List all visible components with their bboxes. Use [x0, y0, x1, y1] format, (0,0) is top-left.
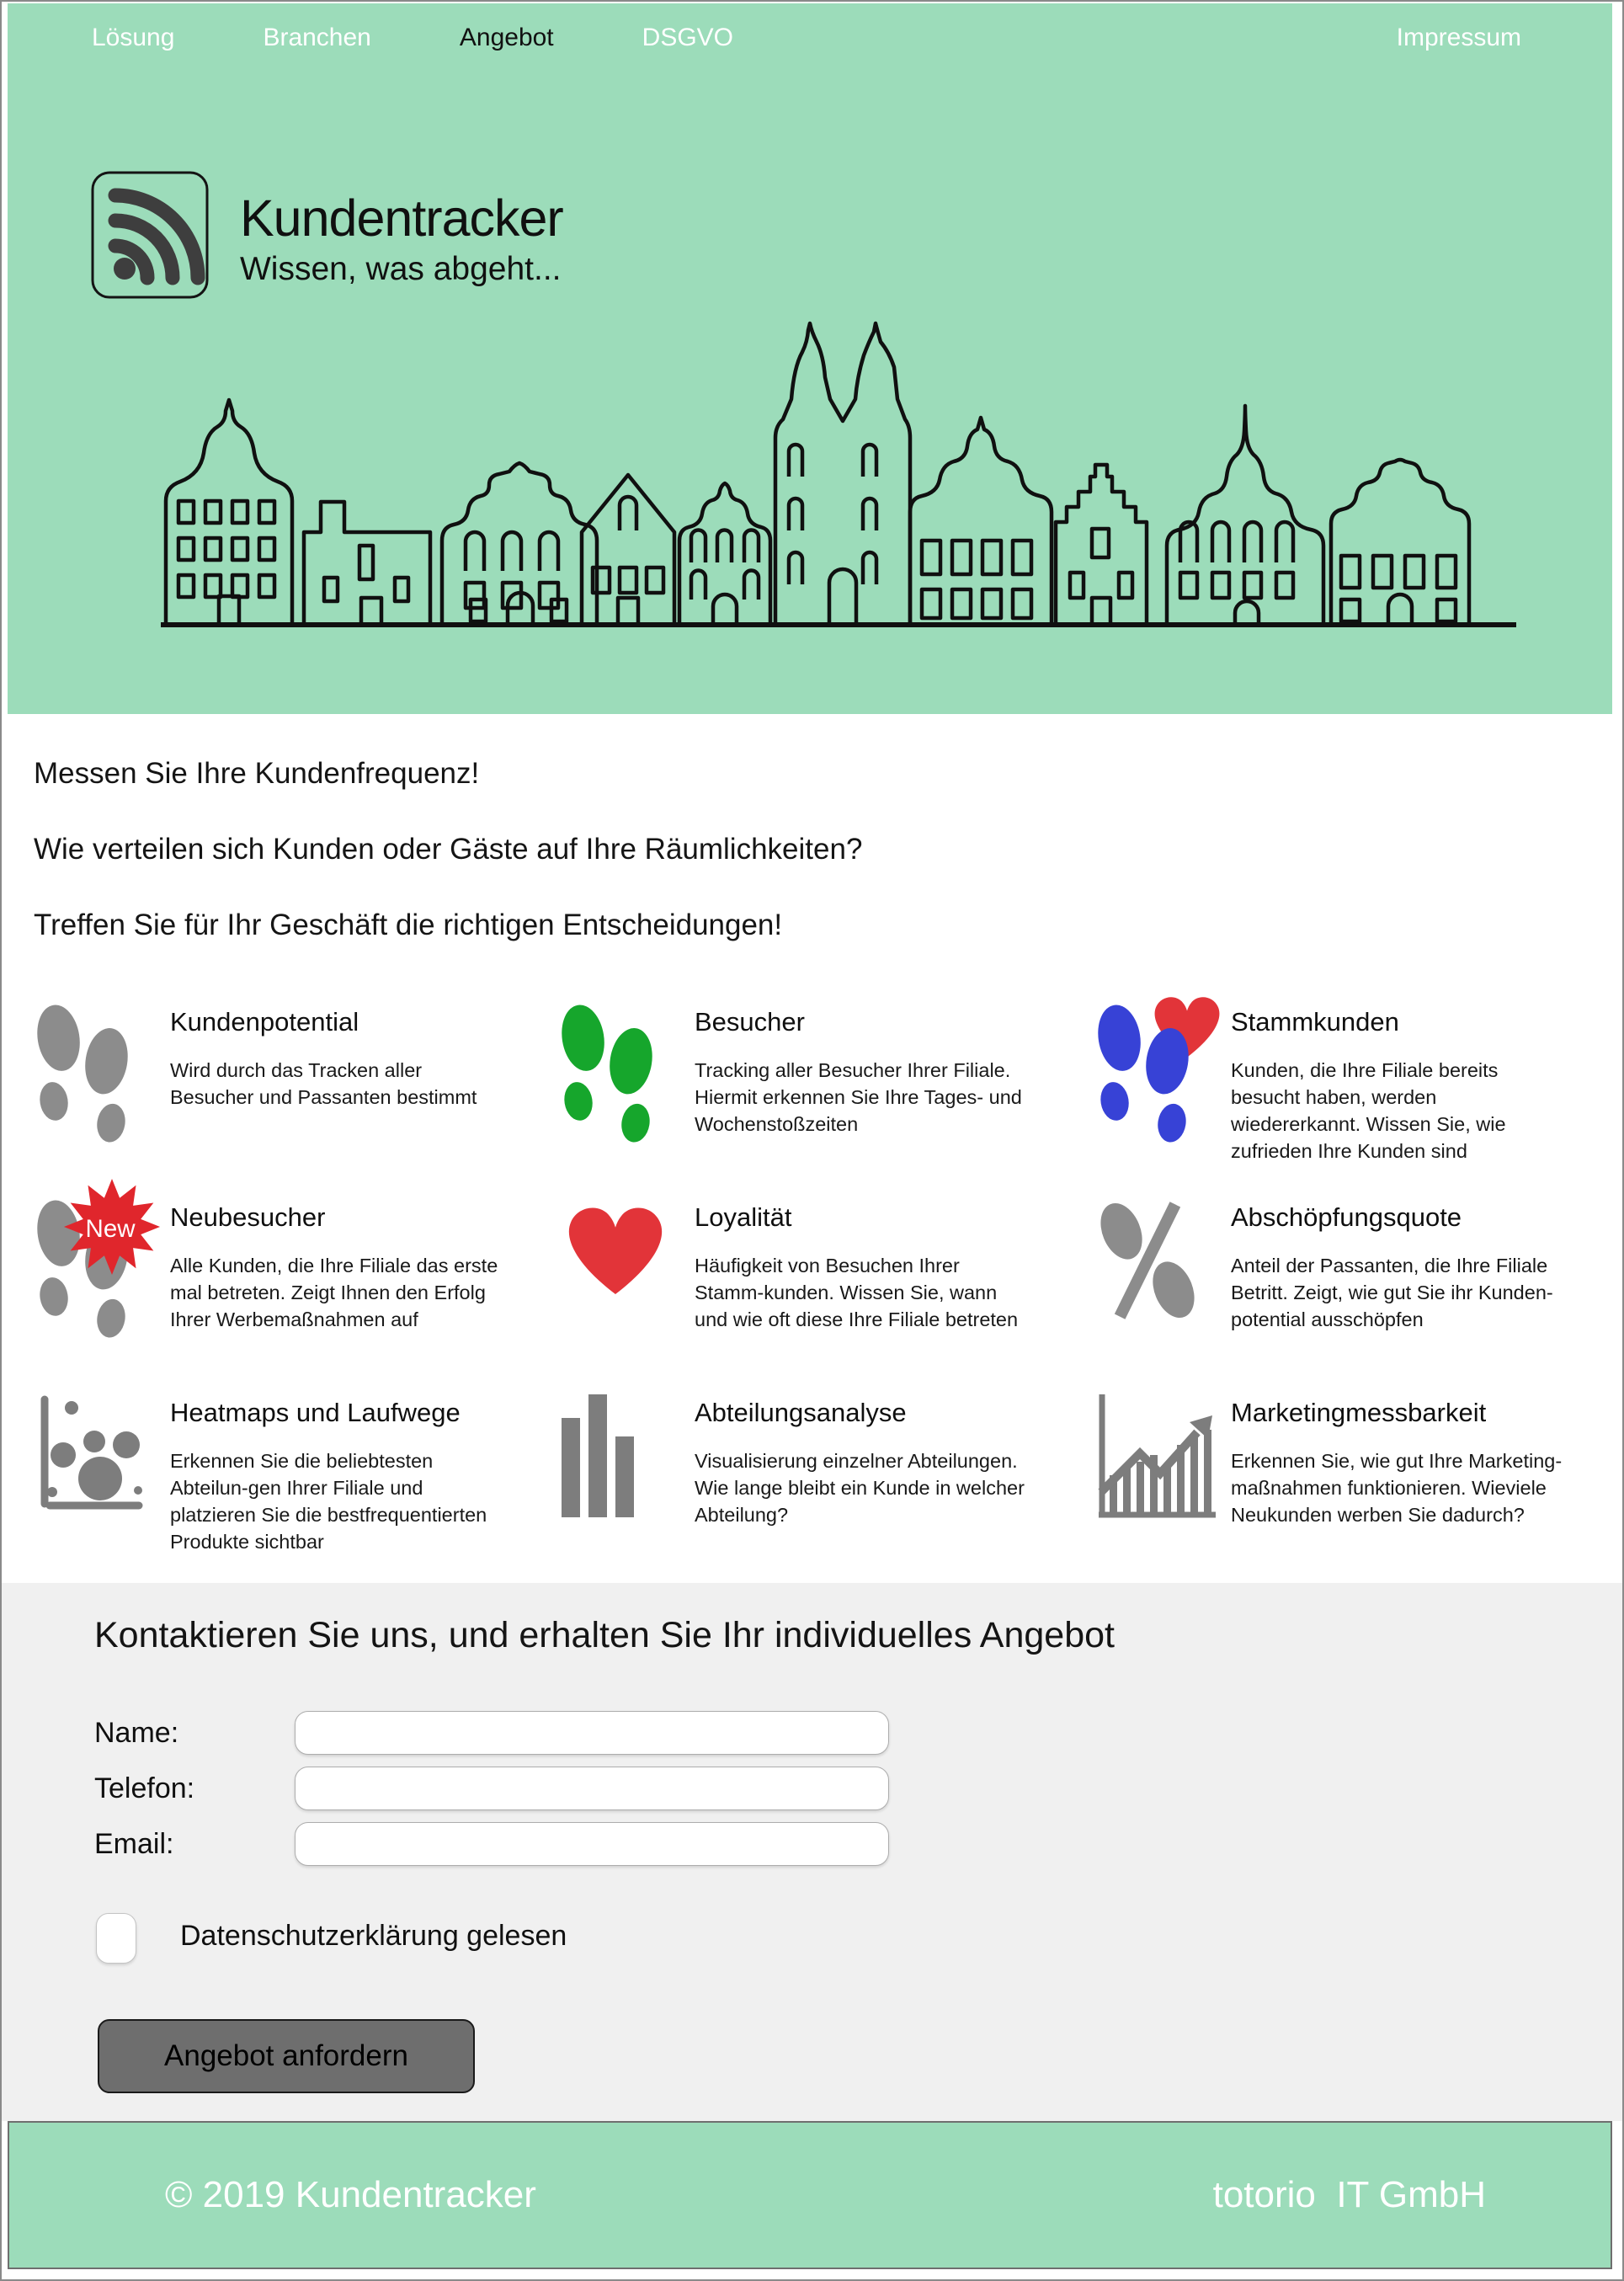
main-header [8, 3, 1612, 714]
bar-chart-icon [560, 1393, 668, 1519]
email-label: Email: [94, 1827, 174, 1860]
intro-line-2: Wie verteilen sich Kunden oder Gäste auf Ihre Räumlichkeiten? [34, 833, 863, 866]
telefon-field[interactable] [295, 1767, 889, 1810]
feature-title: Abschöpfungsquote [1231, 1202, 1462, 1232]
feature-text: Visualisierung einzelner Abteilungen. Wie lange bleibt ein Kunde in welcher Abteilung? [695, 1450, 1025, 1526]
feature-text: Wird durch das Tracken aller Besucher und Passanten bestimmt [170, 1059, 477, 1108]
feature-title: Abteilungsanalyse [695, 1398, 907, 1427]
feature-title: Marketingmessbarkeit [1231, 1398, 1487, 1427]
city-skyline-illustration [159, 320, 1523, 632]
page-subtitle: Wissen, was abgeht... [240, 251, 562, 288]
privacy-checkbox-label: Datenschutzerklärung gelesen [180, 1920, 567, 1952]
footprints-green-icon [560, 1002, 668, 1143]
footer-company: totorio IT GmbH [1212, 2174, 1486, 2215]
feature-abteilungsanalyse [543, 1384, 1084, 1580]
nav-item-loesung[interactable]: Lösung [92, 24, 175, 51]
heart-icon [560, 1197, 668, 1298]
new-starburst-icon [62, 1177, 162, 1276]
feature-marketingmessbarkeit [1084, 1384, 1624, 1580]
brand-text [240, 189, 563, 300]
feature-besucher [543, 994, 1084, 1189]
feature-title: Neubesucher [170, 1202, 326, 1232]
feature-grid [2, 994, 1624, 1580]
nav-item-impressum[interactable]: Impressum [1396, 24, 1521, 51]
name-label: Name: [94, 1716, 179, 1749]
feature-title: Kundenpotential [170, 1007, 359, 1037]
feature-title: Heatmaps und Laufwege [170, 1398, 461, 1427]
footprints-new-badge-icon [35, 1197, 143, 1339]
footprints-blue-heart-icon [1096, 1002, 1204, 1143]
nav-item-dsgvo[interactable]: DSGVO [642, 24, 734, 51]
contact-section [2, 1583, 1624, 2121]
footer-copyright: © 2019 Kundentracker [165, 2174, 536, 2215]
feature-text: Häufigkeit von Besuchen Ihrer Stamm-kunden. Wissen Sie, wann und wie oft diese Ihre Filiale betreten [695, 1255, 1019, 1330]
feature-title: Stammkunden [1231, 1007, 1399, 1037]
feature-kundenpotential [2, 994, 543, 1189]
contact-form [94, 1711, 889, 1878]
feature-text: Tracking aller Besucher Ihrer Filiale. Hiermit erkennen Sie Ihre Tages- und Wochenstoßzeiten [695, 1059, 1022, 1135]
page-footer [8, 2121, 1612, 2269]
contact-heading: Kontaktieren Sie uns, und erhalten Sie Ihr individuelles Angebot [94, 1615, 1115, 1655]
page-title: Kundentracker [240, 189, 563, 247]
nav-item-branchen[interactable]: Branchen [263, 24, 371, 51]
request-offer-button[interactable]: Angebot anfordern [98, 2019, 475, 2093]
heatmap-scatter-icon [35, 1393, 143, 1512]
percent-icon [1096, 1197, 1204, 1324]
feature-abschoepfungsquote [1084, 1189, 1624, 1384]
footprints-gray-icon [35, 1002, 143, 1143]
feature-text: Alle Kunden, die Ihre Filiale das erste mal betreten. Zeigt Ihnen den Erfolg Ihrer Werbemaßnahmen auf [170, 1255, 498, 1330]
growth-chart-icon [1096, 1393, 1204, 1519]
top-nav [92, 24, 733, 52]
intro-line-3: Treffen Sie für Ihr Geschäft die richtigen Entscheidungen! [34, 909, 783, 941]
name-field[interactable] [295, 1711, 889, 1755]
nav-item-angebot[interactable]: Angebot [459, 24, 554, 51]
feature-title: Loyalität [695, 1202, 792, 1232]
new-badge-label: New [85, 1214, 136, 1243]
feature-loyalitaet [543, 1189, 1084, 1384]
feature-heatmaps [2, 1384, 543, 1580]
intro-line-1: Messen Sie Ihre Kundenfrequenz! [34, 757, 480, 790]
feature-neubesucher [2, 1189, 543, 1384]
feature-text: Erkennen Sie die beliebtesten Abteilun-gen Ihrer Filiale und platzieren Sie die bestfrequentierten Produkte sichtbar [170, 1450, 487, 1553]
brand [90, 170, 563, 300]
feature-text: Erkennen Sie, wie gut Ihre Marketing-maßnahmen funktionieren. Wieviele Neukunden werben Sie dadurch? [1231, 1450, 1563, 1526]
feature-stammkunden [1084, 994, 1624, 1189]
email-field[interactable] [295, 1822, 889, 1866]
feature-text: Kunden, die Ihre Filiale bereits besucht haben, werden wiedererkannt. Wissen Sie, wie zufrieden Ihre Kunden sind [1231, 1059, 1506, 1162]
rss-signal-icon [90, 170, 210, 300]
feature-text: Anteil der Passanten, die Ihre Filiale Betritt. Zeigt, wie gut Sie ihr Kunden-potential ausschöpfen [1231, 1255, 1553, 1330]
telefon-label: Telefon: [94, 1772, 195, 1804]
intro-section [2, 713, 1622, 984]
feature-title: Besucher [695, 1007, 805, 1037]
privacy-checkbox[interactable] [96, 1913, 136, 1964]
